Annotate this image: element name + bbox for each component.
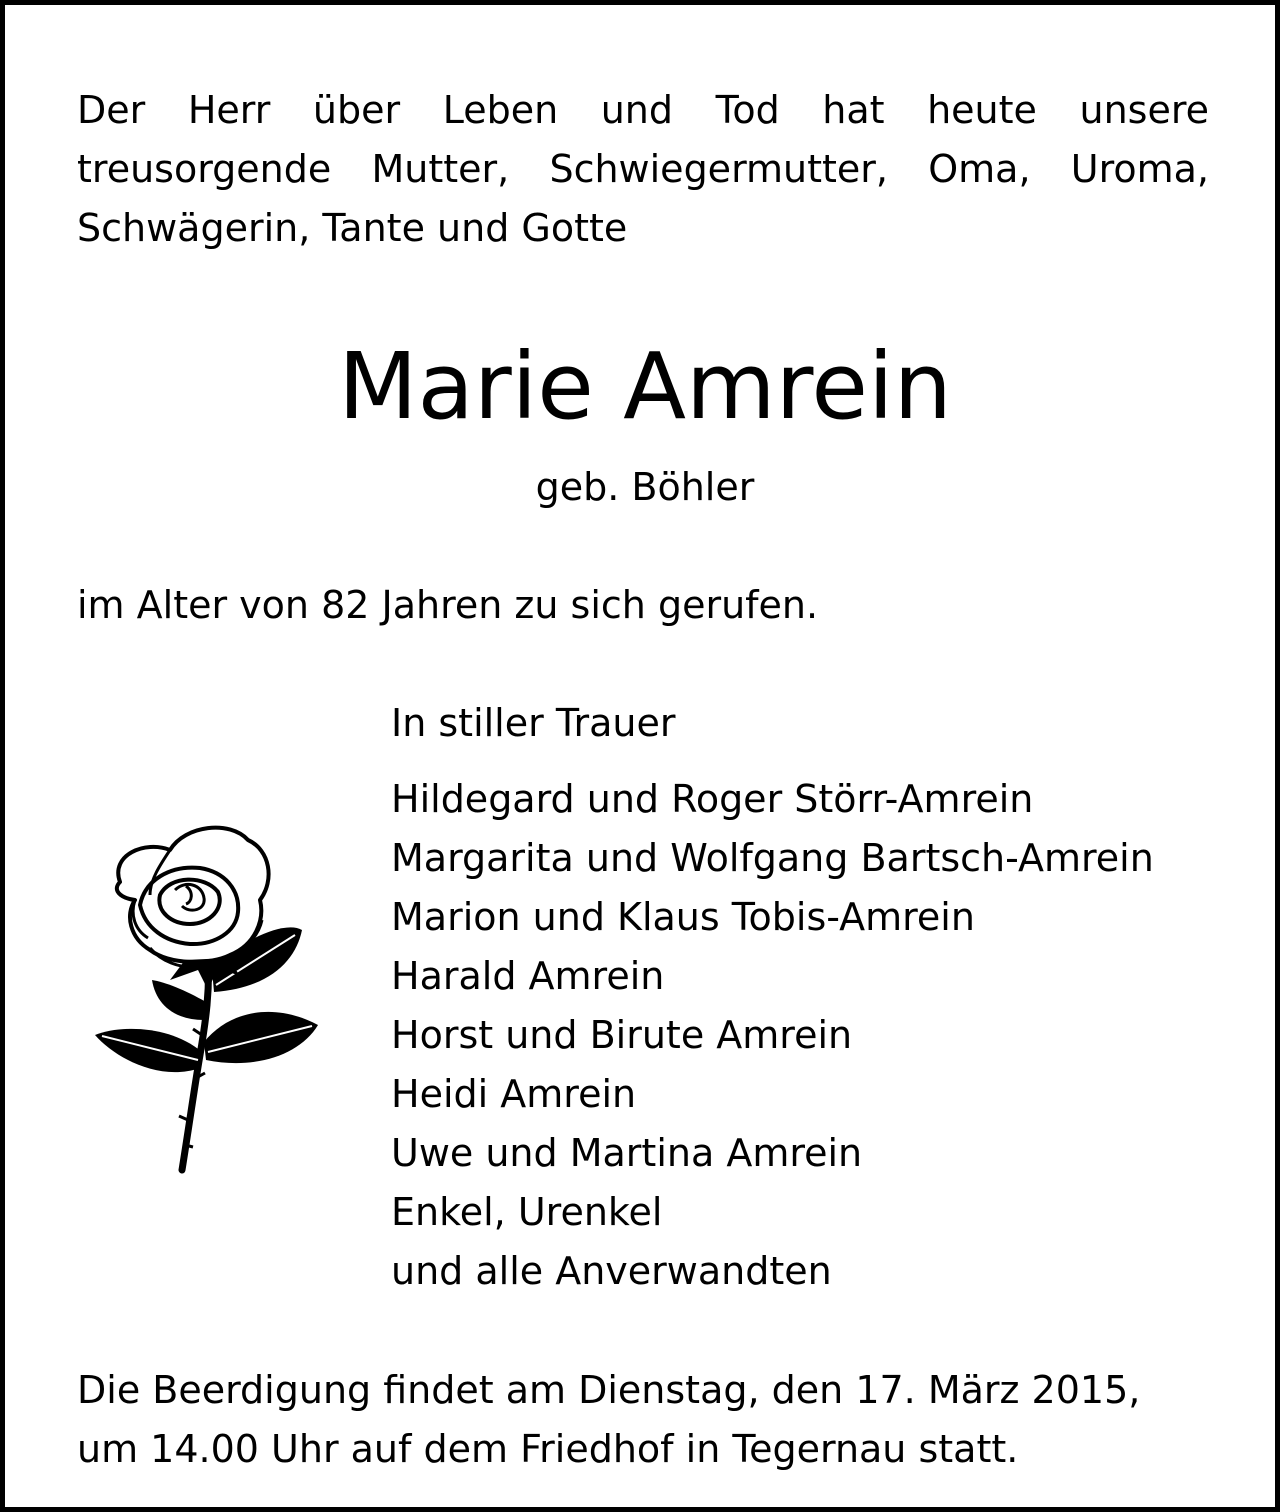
mourners-heading: In stiller Trauer	[391, 701, 676, 745]
intro-line: treusorgende Mutter, Schwiegermutter, Oma, Uroma,	[77, 147, 1209, 191]
list-item: Enkel, Urenkel	[391, 1190, 663, 1234]
list-item: und alle Anverwandten	[391, 1249, 832, 1293]
rose-icon	[90, 820, 325, 1180]
intro-line: Der Herr über Leben und Tod hat heute unsere	[77, 88, 1209, 132]
funeral-line: Die Beerdigung findet am Dienstag, den 17. März 2015,	[77, 1368, 1141, 1412]
deceased-name: Marie Amrein	[338, 333, 952, 440]
list-item: Harald Amrein	[391, 954, 665, 998]
list-item: Margarita und Wolfgang Bartsch-Amrein	[391, 836, 1154, 880]
list-item: Hildegard und Roger Störr-Amrein	[391, 777, 1034, 821]
intro-line: Schwägerin, Tante und Gotte	[77, 206, 628, 250]
funeral-line: um 14.00 Uhr auf dem Friedhof in Tegernau statt.	[77, 1427, 1019, 1471]
intro-text	[77, 81, 1209, 258]
list-item: Marion und Klaus Tobis-Amrein	[391, 895, 975, 939]
list-item: Horst und Birute Amrein	[391, 1013, 853, 1057]
mourners-list	[391, 770, 1154, 1301]
list-item: Heidi Amrein	[391, 1072, 637, 1116]
maiden-name: geb. Böhler	[535, 465, 755, 509]
list-item: Uwe und Martina Amrein	[391, 1131, 863, 1175]
age-statement: im Alter von 82 Jahren zu sich gerufen.	[77, 583, 819, 627]
funeral-details	[77, 1361, 1209, 1479]
